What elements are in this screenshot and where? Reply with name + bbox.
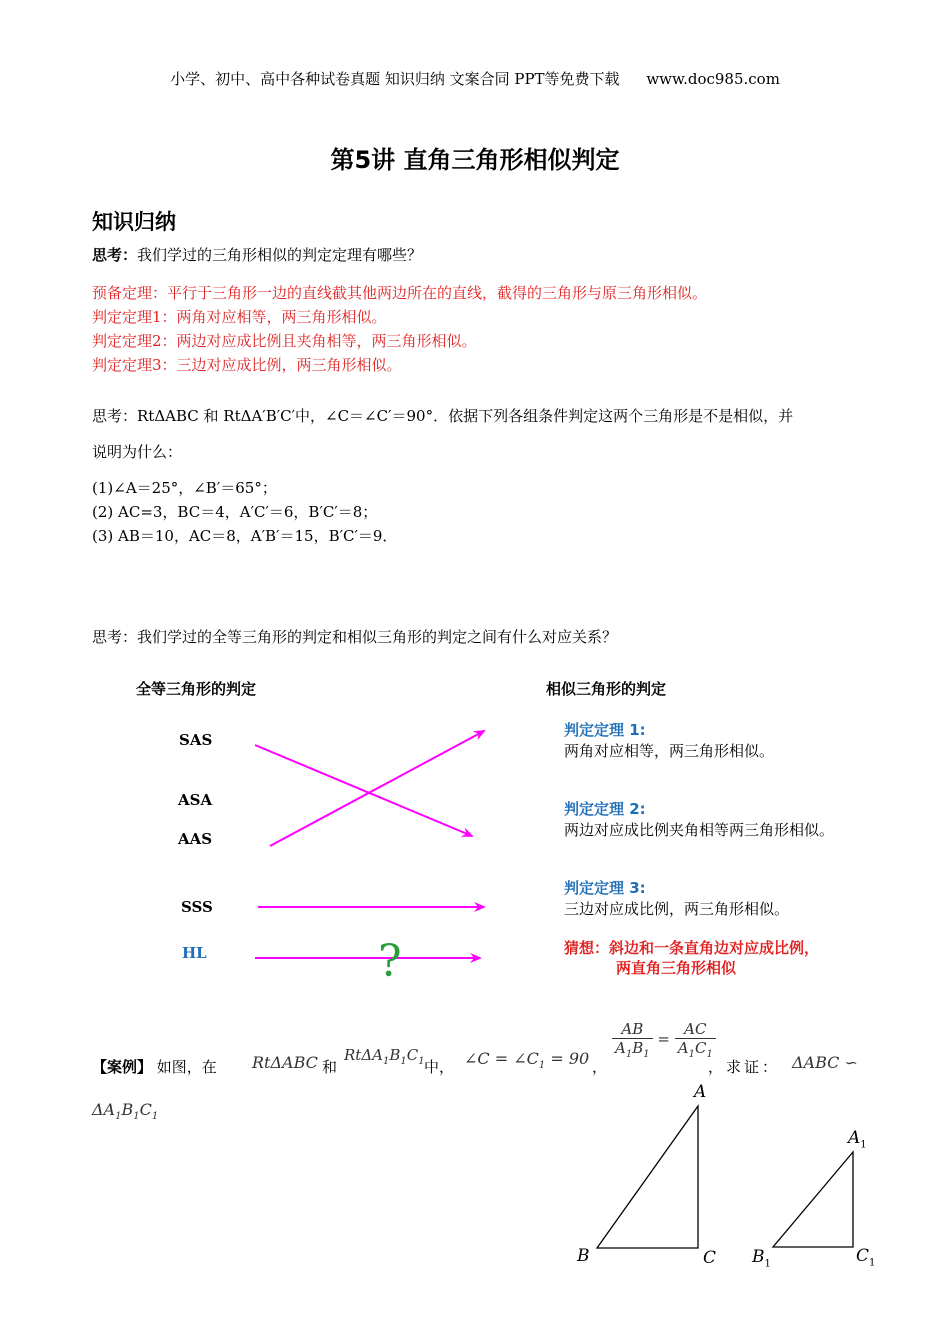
formula-rt-abc: RtΔABC [252,1053,318,1072]
formula-angle-equal: ∠C = $\angle C_1 = 90$ [464,1049,590,1072]
question-mark: ? [378,936,402,987]
similarity-theorem-2-body: 两边对应成比例夹角相等两三角形相似。 [564,821,835,839]
example-text-1: 如图，在 [156,1058,217,1076]
conjecture-line-2: 两直角三角形相似 [616,959,737,977]
vertex-c1: $C_1$ [856,1246,876,1269]
vertex-c: C [703,1248,717,1268]
example-label: 【案例】 [92,1058,153,1076]
think-text: 我们学过的三角形相似的判定定理有哪些？ [137,246,423,264]
condition-3: (3) AB＝10，AC＝8，A′B′＝15，B′C′＝9． [92,527,398,545]
example-text-prove: ，求证： [708,1058,781,1076]
think-question-2: 思考：RtΔABC 和 RtΔA′B′C′中，∠C＝∠C′＝90°．依据下列各组条件判定这两个三角形是不是相似，并 [92,407,794,425]
example-text-and: 和 [322,1058,338,1076]
vertex-b1: $B_1$ [752,1247,771,1270]
formula-rt-a1b1c1: $Rt\Delta A_1B_1C_1$ [344,1046,425,1067]
similarity-theorem-3-body: 三边对应成比例，两三角形相似。 [564,900,790,918]
vertex-b: B [577,1246,590,1266]
conjecture-line-1: 猜想：斜边和一条直角边对应成比例， [564,939,820,957]
similarity-theorem-1-title: 判定定理 1: [564,721,646,739]
similarity-heading: 相似三角形的判定 [546,680,667,698]
theorem-3: 判定定理3：三边对应成比例，两三角形相似。 [92,356,402,374]
vertex-a1: $A_1$ [848,1128,867,1151]
criterion-aas: AAS [178,830,213,848]
theorem-1: 判定定理1：两角对应相等，两三角形相似。 [92,308,387,326]
page-title: 第5讲 直角三角形相似判定 [330,146,620,174]
criterion-asa: ASA [178,791,213,809]
theorem-2: 判定定理2：两边对应成比例且夹角相等，两三角形相似。 [92,332,477,350]
criterion-sas: SAS [179,731,213,749]
header-site[interactable]: www.doc985.com [646,70,780,88]
formula-goal-cont: $\Delta A_1B_1C_1$ [92,1100,159,1123]
criterion-sss: SSS [181,898,213,916]
condition-1: (1)∠A＝25°，∠B′＝65°； [92,479,277,497]
formula-goal: ΔABC ∽ [792,1053,858,1072]
theorem-preliminary: 预备定理：平行于三角形一边的直线截其他两边所在的直线，截得的三角形与原三角形相似。 [92,284,708,302]
example-text-in: 中， [424,1058,455,1076]
section-heading: 知识归纳 [92,210,176,234]
similarity-theorem-2-title: 判定定理 2: [564,800,646,818]
formula-ratio: $\frac{AB}{A_1B_1}$ = $\frac{AC}{A_1C_1}$ [612,1020,716,1060]
header-text: 小学、初中、高中各种试卷真题 知识归纳 文案合同 PPT等免费下载 [170,70,620,88]
triangle-abc [597,1106,698,1248]
congruence-heading: 全等三角形的判定 [136,680,257,698]
think-label: 思考： [92,246,138,264]
similarity-theorem-1-body: 两角对应相等，两三角形相似。 [564,742,775,760]
similarity-theorem-3-title: 判定定理 3: [564,879,646,897]
condition-2: (2) AC=3，BC＝4，A′C′＝6，B′C′＝8； [92,503,378,521]
think-question-3: 思考：我们学过的全等三角形的判定和相似三角形的判定之间有什么对应关系？ [92,628,618,646]
vertex-a: A [694,1082,707,1102]
criterion-hl: HL [182,944,207,962]
triangle-a1b1c1 [773,1152,853,1247]
think-question-2-cont: 说明为什么： [92,443,183,461]
